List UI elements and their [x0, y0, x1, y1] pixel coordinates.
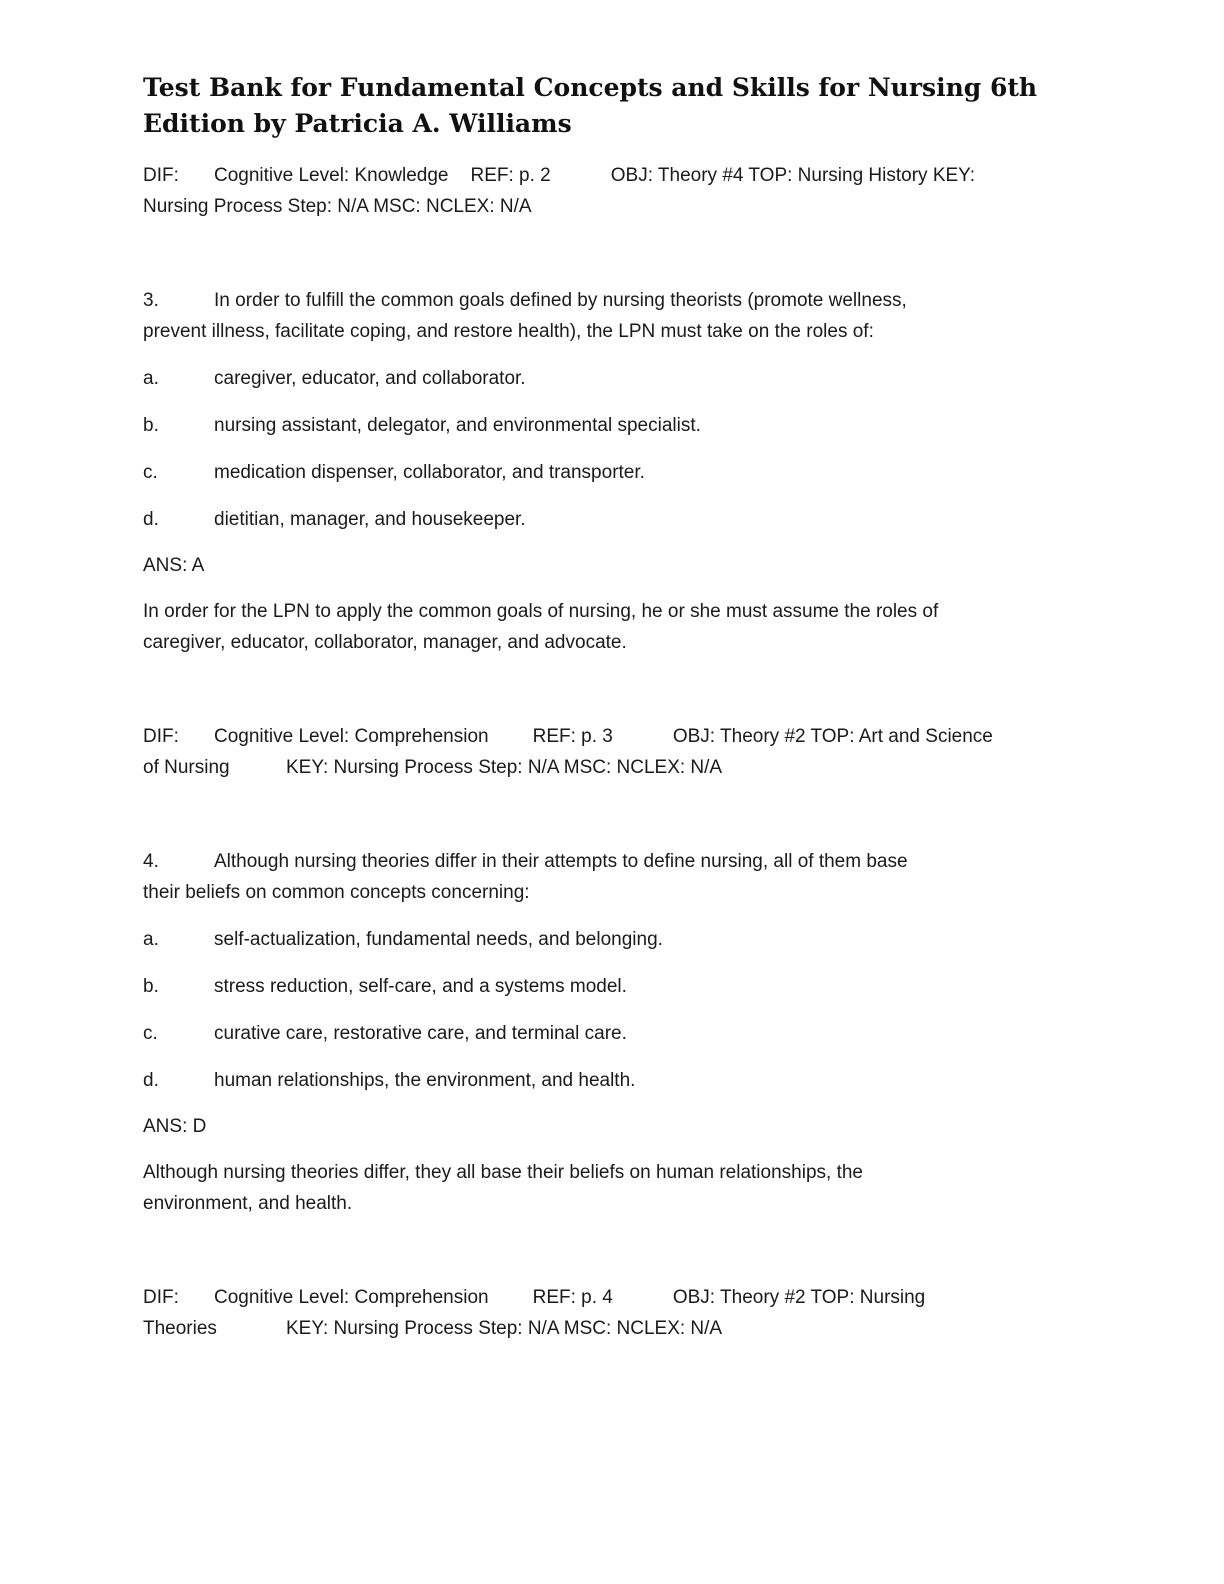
reference: REF: p. 2 — [470, 165, 551, 186]
question-line — [143, 846, 1073, 877]
option-text: human relationships, the environment, and health. — [214, 1070, 636, 1091]
option-letter: c. — [143, 1023, 158, 1044]
document-page — [143, 70, 1073, 1344]
metadata-line — [143, 1313, 1073, 1344]
rationale-line: caregiver, educator, collaborator, manager, and advocate. — [143, 632, 627, 653]
option-text: medication dispenser, collaborator, and transporter. — [214, 462, 645, 483]
option-text: caregiver, educator, and collaborator. — [214, 368, 526, 389]
metadata-line — [143, 721, 1073, 752]
document-title: Test Bank for Fundamental Concepts and Skills for Nursing 6th Edition by Patricia A. Williams — [143, 73, 1038, 138]
key-msc: KEY: Nursing Process Step: N/A MSC: NCLEX: N/A — [286, 1318, 723, 1339]
option-letter: c. — [143, 462, 158, 483]
option-a — [143, 924, 1073, 955]
option-letter: b. — [143, 415, 159, 436]
reference: REF: p. 4 — [532, 1287, 613, 1308]
metadata-line — [143, 160, 1073, 191]
option-text: nursing assistant, delegator, and environmental specialist. — [214, 415, 701, 436]
question-number: 4. — [143, 851, 159, 872]
metadata-line — [143, 752, 1073, 783]
rationale-line: environment, and health. — [143, 1193, 353, 1214]
question-number: 3. — [143, 290, 159, 311]
key-msc: KEY: Nursing Process Step: N/A MSC: NCLEX: N/A — [286, 757, 723, 778]
rationale-line: In order for the LPN to apply the common goals of nursing, he or she must assume the roles of — [143, 601, 939, 622]
cognitive-level: Cognitive Level: Comprehension — [214, 1287, 489, 1308]
question-text: In order to fulfill the common goals defined by nursing theorists (promote wellness, — [214, 290, 907, 311]
metadata-block-q2 — [143, 160, 1073, 222]
question-4-stem — [143, 846, 1073, 908]
answer-line: ANS: A — [143, 555, 205, 576]
option-text: self-actualization, fundamental needs, and belonging. — [214, 929, 663, 950]
option-letter: a. — [143, 368, 159, 389]
option-c — [143, 457, 1073, 488]
objective-topic: OBJ: Theory #2 TOP: Art and Science — [672, 726, 993, 747]
option-c — [143, 1018, 1073, 1049]
option-letter: d. — [143, 1070, 159, 1091]
dif-label: DIF: — [143, 1287, 179, 1308]
topic-continuation: of Nursing — [143, 757, 230, 778]
cognitive-level: Cognitive Level: Comprehension — [214, 726, 489, 747]
question-text: Although nursing theories differ in their attempts to define nursing, all of them base — [214, 851, 908, 872]
objective-topic: OBJ: Theory #2 TOP: Nursing — [672, 1287, 926, 1308]
topic-continuation: Theories — [143, 1318, 217, 1339]
rationale-line: Although nursing theories differ, they all base their beliefs on human relationships, the — [143, 1162, 863, 1183]
option-letter: d. — [143, 509, 159, 530]
metadata-block-q3 — [143, 721, 1073, 783]
option-text: curative care, restorative care, and terminal care. — [214, 1023, 627, 1044]
dif-label: DIF: — [143, 726, 179, 747]
option-letter: b. — [143, 976, 159, 997]
cognitive-level: Cognitive Level: Knowledge — [214, 165, 449, 186]
answer-line: ANS: D — [143, 1116, 207, 1137]
rationale — [143, 1157, 1073, 1219]
question-line: prevent illness, facilitate coping, and restore health), the LPN must take on the roles of: — [143, 321, 874, 342]
metadata-line — [143, 1282, 1073, 1313]
option-text: dietitian, manager, and housekeeper. — [214, 509, 526, 530]
metadata-block-q4 — [143, 1282, 1073, 1344]
option-letter: a. — [143, 929, 159, 950]
option-a — [143, 363, 1073, 394]
option-d — [143, 1065, 1073, 1096]
option-b — [143, 410, 1073, 441]
option-text: stress reduction, self-care, and a systems model. — [214, 976, 627, 997]
question-line: their beliefs on common concepts concerning: — [143, 882, 530, 903]
question-line — [143, 285, 1073, 316]
dif-label: DIF: — [143, 165, 179, 186]
reference: REF: p. 3 — [532, 726, 613, 747]
metadata-line: Nursing Process Step: N/A MSC: NCLEX: N/A — [143, 196, 532, 217]
option-b — [143, 971, 1073, 1002]
option-d — [143, 504, 1073, 535]
question-3-stem — [143, 285, 1073, 347]
rationale — [143, 596, 1073, 658]
objective-topic-key: OBJ: Theory #4 TOP: Nursing History KEY: — [610, 165, 976, 186]
